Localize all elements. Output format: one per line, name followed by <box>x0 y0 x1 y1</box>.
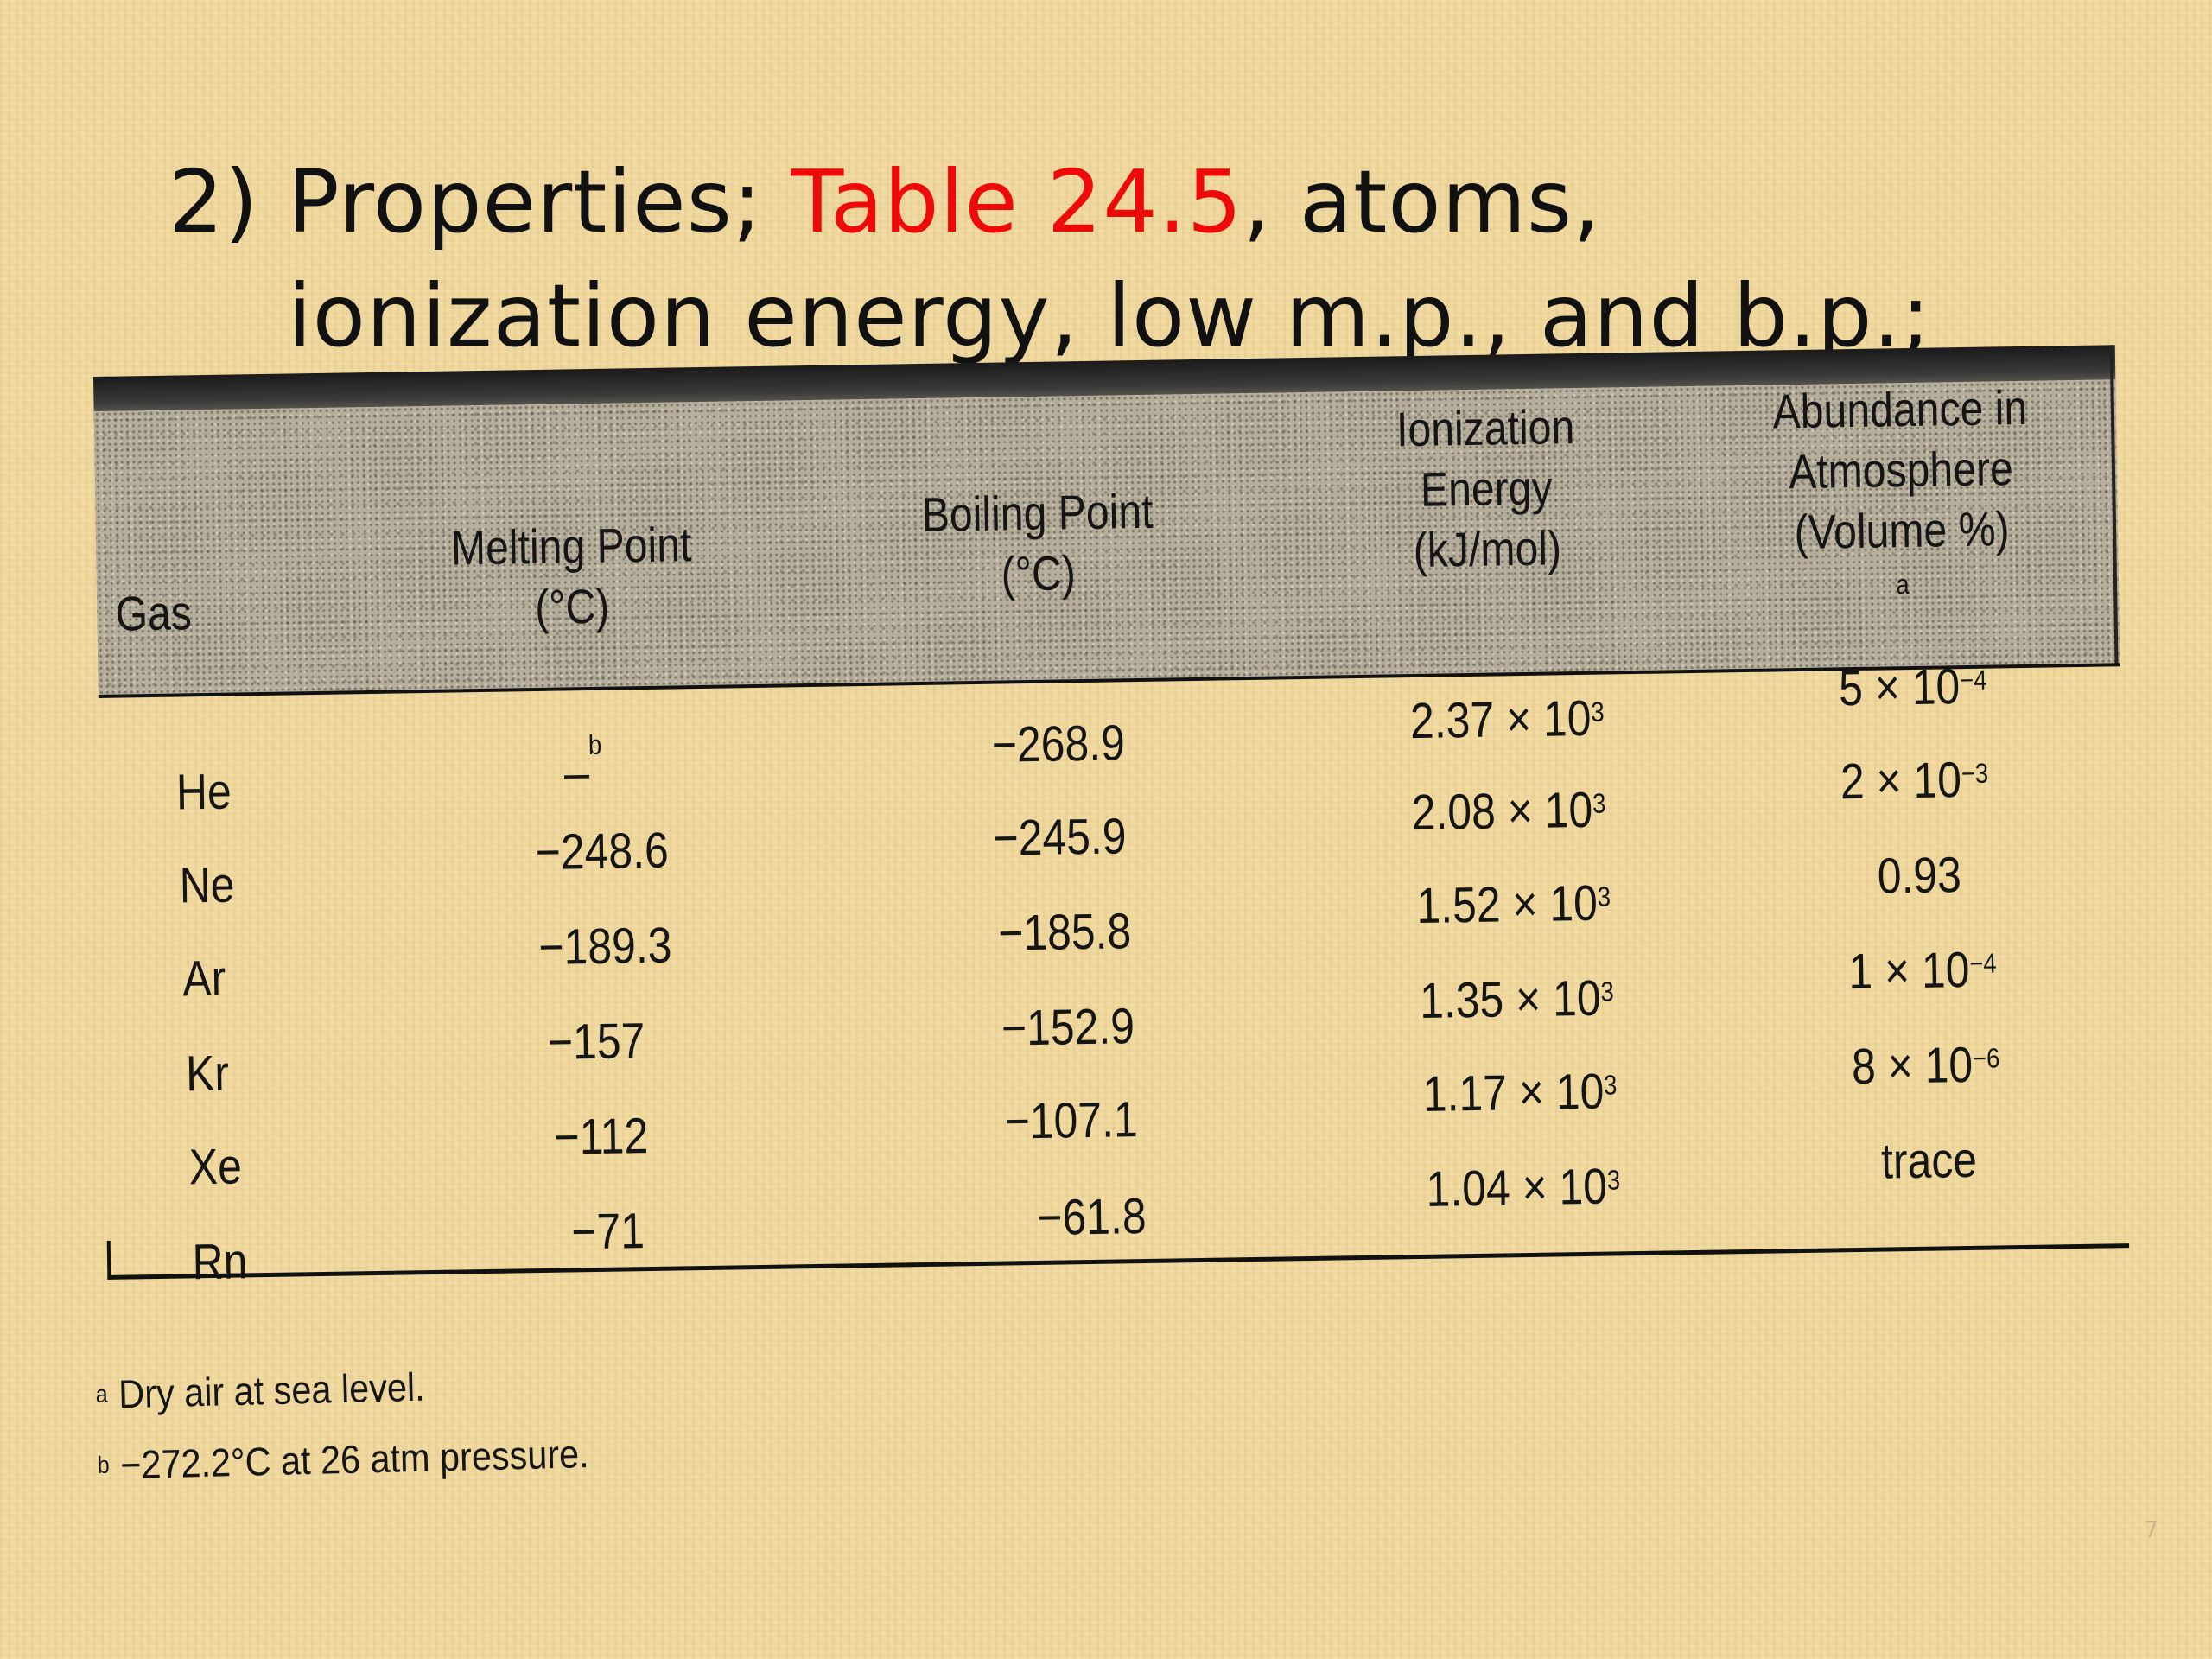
cell-bp-rn: −61.8 <box>1036 1187 1147 1246</box>
header-abundance: Abundance in Atmosphere (Volume %) $^a$ <box>1772 379 2028 601</box>
cell-gas-he: He <box>175 763 232 821</box>
cell-mp-ar: −189.3 <box>537 917 672 976</box>
cell-gas-kr: Kr <box>185 1045 230 1103</box>
cell-ie-ne: $2.08 \times 10^3$ <box>1411 781 1606 842</box>
cell-bp-he: −268.9 <box>991 715 1126 773</box>
cell-bp-kr: −152.9 <box>1001 998 1135 1057</box>
table-left-tick <box>107 1241 111 1280</box>
table-bottom-rule <box>107 1243 2129 1280</box>
noble-gas-table <box>93 345 2130 1344</box>
cell-abundance-rn: trace <box>1880 1131 1978 1190</box>
cell-abundance-he: $5 \times 10^{-4}$ <box>1838 658 1987 717</box>
title-prefix: 2) Properties; <box>168 151 791 252</box>
header-melting-point: Melting Point (°C) <box>450 517 692 634</box>
cell-ie-kr: $1.35 \times 10^3$ <box>1419 969 1615 1029</box>
cell-abundance-ar: 0.93 <box>1877 847 1962 905</box>
cell-bp-xe: −107.1 <box>1004 1091 1139 1150</box>
title-line-2: ionization energy, low m.p., and b.p.; <box>288 265 1931 366</box>
cell-mp-ne: −248.6 <box>535 822 670 881</box>
page-number: 7 <box>2144 1517 2158 1543</box>
title-suffix: , atoms, <box>1243 151 1601 252</box>
cell-mp-he: _$^b$ <box>563 723 602 780</box>
scanned-table-image <box>93 377 2115 1517</box>
cell-abundance-xe: $8 \times 10^{-6}$ <box>1851 1036 2000 1096</box>
cell-bp-ar: −185.8 <box>997 903 1132 962</box>
cell-abundance-kr: $1 \times 10^{-4}$ <box>1847 941 1997 1001</box>
footnote-b: $^b$ −272.2°C at 26 atm pressure. <box>97 1431 590 1488</box>
slide-title <box>168 145 2069 373</box>
cell-gas-rn: Rn <box>192 1233 248 1291</box>
header-gas: Gas <box>115 585 193 641</box>
cell-abundance-ne: $2 \times 10^{-3}$ <box>1840 752 1989 810</box>
cell-ie-ar: $1.52 \times 10^3$ <box>1415 874 1611 935</box>
cell-ie-xe: $1.17 \times 10^3$ <box>1422 1063 1618 1122</box>
cell-mp-kr: −157 <box>547 1013 645 1071</box>
cell-mp-xe: −112 <box>554 1108 649 1166</box>
cell-bp-ne: −245.9 <box>993 808 1127 867</box>
cell-ie-rn: $1.04 \times 10^3$ <box>1426 1158 1621 1217</box>
footnote-marker-a: a <box>1896 569 1910 601</box>
cell-gas-xe: Xe <box>188 1138 243 1196</box>
header-boiling-point: Boiling Point (°C) <box>921 483 1154 601</box>
cell-mp-rn: −71 <box>570 1203 645 1261</box>
table-reference-link: Table 24.5 <box>791 151 1243 252</box>
cell-ie-he: $2.37 \times 10^3$ <box>1409 690 1605 750</box>
footnote-a: $^a$ Dry air at sea level. <box>95 1363 426 1417</box>
cell-gas-ne: Ne <box>179 856 235 914</box>
cell-gas-ar: Ar <box>181 950 226 1007</box>
header-ionization-energy: Ionization Energy (kJ/mol) <box>1395 399 1575 578</box>
